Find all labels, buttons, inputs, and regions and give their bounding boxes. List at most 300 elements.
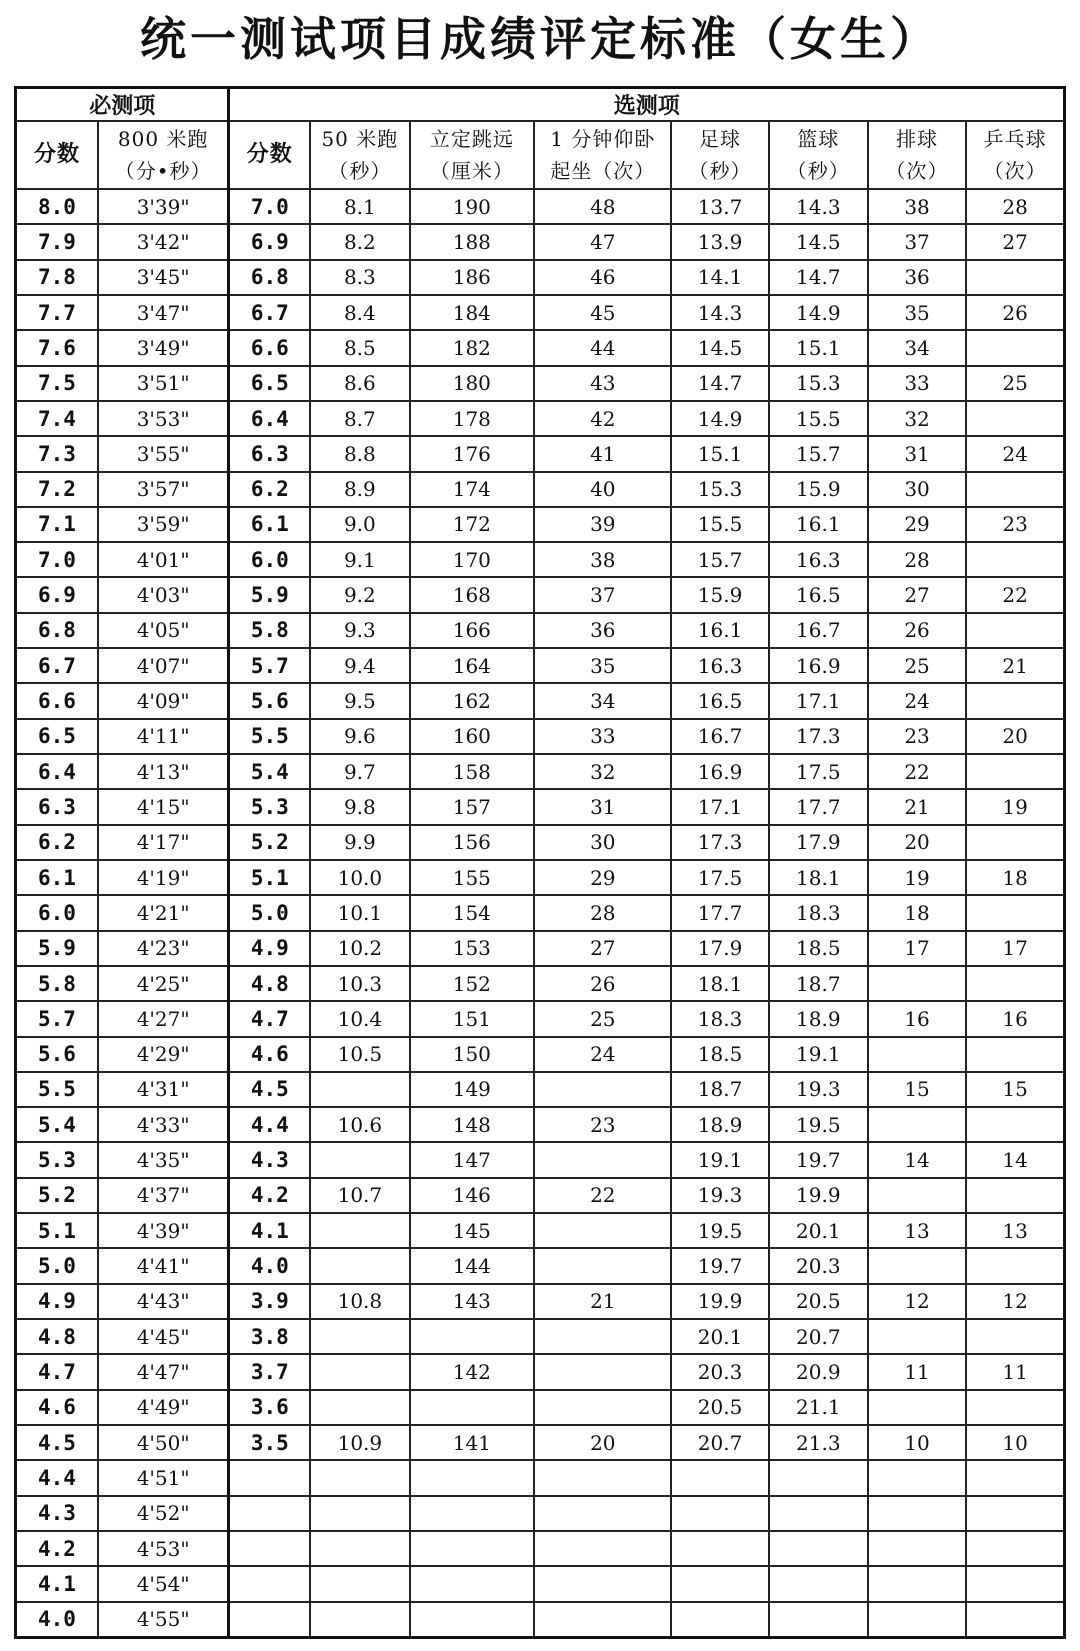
cell-sit-ups-1min: 30: [534, 825, 671, 860]
cell-score-optional: 3.8: [229, 1319, 310, 1354]
cell-run-50m: 10.1: [310, 895, 409, 930]
cell-score-required: 6.4: [16, 754, 98, 789]
cell-run-800m: 4'19": [98, 860, 229, 895]
cell-run-800m: 4'11": [98, 719, 229, 754]
cell-run-800m: 4'03": [98, 577, 229, 612]
cell-run-800m: 3'53": [98, 401, 229, 436]
cell-table-tennis: 27: [966, 224, 1064, 259]
cell-basketball: [769, 1602, 868, 1638]
cell-standing-long-jump: 155: [410, 860, 535, 895]
cell-football: 14.7: [671, 366, 768, 401]
cell-basketball: 18.1: [769, 860, 868, 895]
cell-football: [671, 1602, 768, 1638]
cell-basketball: 16.1: [769, 507, 868, 542]
cell-run-800m: 4'07": [98, 648, 229, 683]
cell-table-tennis: [966, 1390, 1064, 1425]
cell-run-800m: 4'09": [98, 683, 229, 718]
cell-basketball: 17.5: [769, 754, 868, 789]
cell-standing-long-jump: 176: [410, 436, 535, 471]
cell-run-50m: [310, 1460, 409, 1495]
cell-basketball: 16.5: [769, 577, 868, 612]
cell-sit-ups-1min: [534, 1531, 671, 1566]
cell-volleyball: 13: [868, 1213, 966, 1248]
cell-football: 19.7: [671, 1248, 768, 1283]
cell-football: 14.1: [671, 260, 768, 295]
cell-football: 13.9: [671, 224, 768, 259]
cell-football: 20.1: [671, 1319, 768, 1354]
cell-sit-ups-1min: [534, 1248, 671, 1283]
cell-standing-long-jump: 153: [410, 931, 535, 966]
cell-run-800m: 4'41": [98, 1248, 229, 1283]
header-score-optional: [229, 121, 310, 189]
cell-sit-ups-1min: 26: [534, 966, 671, 1001]
cell-table-tennis: 14: [966, 1142, 1064, 1177]
cell-run-50m: [310, 1354, 409, 1389]
cell-football: 20.7: [671, 1425, 768, 1460]
cell-run-800m: 4'53": [98, 1531, 229, 1566]
cell-run-800m: 3'47": [98, 295, 229, 330]
cell-standing-long-jump: 146: [410, 1178, 535, 1213]
header-volleyball: [868, 121, 966, 189]
cell-football: 15.7: [671, 542, 768, 577]
cell-score-required: 5.0: [16, 1248, 98, 1283]
cell-score-required: 5.7: [16, 1001, 98, 1036]
table-row: [16, 1425, 1065, 1460]
cell-table-tennis: [966, 1107, 1064, 1142]
cell-score-required: 7.5: [16, 366, 98, 401]
cell-table-tennis: 19: [966, 789, 1064, 824]
cell-standing-long-jump: 148: [410, 1107, 535, 1142]
cell-table-tennis: [966, 754, 1064, 789]
cell-table-tennis: [966, 825, 1064, 860]
cell-run-800m: 4'23": [98, 931, 229, 966]
cell-run-50m: [310, 1319, 409, 1354]
header-line: 起坐（次）: [550, 159, 656, 183]
cell-basketball: 15.7: [769, 436, 868, 471]
cell-sit-ups-1min: 40: [534, 472, 671, 507]
cell-score-required: 8.0: [16, 189, 98, 224]
cell-score-required: 7.8: [16, 260, 98, 295]
table-body: [16, 189, 1065, 1638]
table-row: [16, 931, 1065, 966]
cell-sit-ups-1min: 47: [534, 224, 671, 259]
cell-table-tennis: 10: [966, 1425, 1064, 1460]
cell-volleyball: 23: [868, 719, 966, 754]
cell-standing-long-jump: 151: [410, 1001, 535, 1036]
cell-basketball: 17.9: [769, 825, 868, 860]
header-line: 立定跳远: [429, 127, 514, 151]
cell-table-tennis: 16: [966, 1001, 1064, 1036]
cell-score-optional: [229, 1460, 310, 1495]
cell-football: 13.7: [671, 189, 768, 224]
cell-standing-long-jump: 166: [410, 613, 535, 648]
cell-sit-ups-1min: 43: [534, 366, 671, 401]
cell-table-tennis: [966, 260, 1064, 295]
header-standing-long-jump: [410, 121, 535, 189]
cell-standing-long-jump: 174: [410, 472, 535, 507]
cell-sit-ups-1min: 33: [534, 719, 671, 754]
cell-football: 18.9: [671, 1107, 768, 1142]
cell-volleyball: [868, 1037, 966, 1072]
header-line: （厘米）: [429, 159, 514, 183]
cell-table-tennis: [966, 1602, 1064, 1638]
cell-score-optional: 5.1: [229, 860, 310, 895]
cell-football: [671, 1496, 768, 1531]
cell-run-50m: 10.3: [310, 966, 409, 1001]
cell-football: 18.3: [671, 1001, 768, 1036]
group-header-row: [16, 88, 1065, 122]
cell-run-800m: 4'15": [98, 789, 229, 824]
table-row: [16, 1460, 1065, 1495]
cell-standing-long-jump: 190: [410, 189, 535, 224]
cell-sit-ups-1min: 21: [534, 1284, 671, 1319]
cell-sit-ups-1min: 41: [534, 436, 671, 471]
table-row: [16, 1178, 1065, 1213]
cell-score-optional: 4.7: [229, 1001, 310, 1036]
cell-volleyball: [868, 1107, 966, 1142]
cell-run-800m: 4'27": [98, 1001, 229, 1036]
cell-sit-ups-1min: 32: [534, 754, 671, 789]
cell-football: 17.9: [671, 931, 768, 966]
cell-run-50m: 8.1: [310, 189, 409, 224]
table-row: [16, 1213, 1065, 1248]
cell-score-optional: 3.6: [229, 1390, 310, 1425]
cell-sit-ups-1min: [534, 1213, 671, 1248]
cell-football: 16.7: [671, 719, 768, 754]
cell-table-tennis: [966, 1248, 1064, 1283]
cell-sit-ups-1min: [534, 1354, 671, 1389]
header-line: 50 米跑: [321, 127, 399, 151]
cell-football: 18.7: [671, 1072, 768, 1107]
cell-football: 16.3: [671, 648, 768, 683]
cell-football: 14.3: [671, 295, 768, 330]
cell-basketball: 19.3: [769, 1072, 868, 1107]
cell-standing-long-jump: 142: [410, 1354, 535, 1389]
cell-run-50m: 10.7: [310, 1178, 409, 1213]
cell-table-tennis: [966, 1319, 1064, 1354]
cell-basketball: 15.9: [769, 472, 868, 507]
cell-score-required: 4.1: [16, 1566, 98, 1601]
cell-basketball: 16.3: [769, 542, 868, 577]
table-row: [16, 1037, 1065, 1072]
cell-basketball: 21.1: [769, 1390, 868, 1425]
cell-run-50m: 9.6: [310, 719, 409, 754]
cell-score-required: 6.7: [16, 648, 98, 683]
page-title: 统一测试项目成绩评定标准（女生）: [140, 12, 940, 66]
cell-score-optional: 3.9: [229, 1284, 310, 1319]
cell-sit-ups-1min: 25: [534, 1001, 671, 1036]
table-row: [16, 1142, 1065, 1177]
cell-run-50m: [310, 1602, 409, 1638]
cell-basketball: 18.7: [769, 966, 868, 1001]
cell-football: 18.5: [671, 1037, 768, 1072]
cell-standing-long-jump: 154: [410, 895, 535, 930]
cell-basketball: 18.5: [769, 931, 868, 966]
cell-table-tennis: 20: [966, 719, 1064, 754]
header-line: 分数: [33, 142, 80, 167]
cell-score-optional: 6.5: [229, 366, 310, 401]
cell-sit-ups-1min: 37: [534, 577, 671, 612]
cell-volleyball: 29: [868, 507, 966, 542]
cell-run-800m: 3'57": [98, 472, 229, 507]
table-row: [16, 1107, 1065, 1142]
cell-standing-long-jump: 141: [410, 1425, 535, 1460]
cell-score-required: 7.0: [16, 542, 98, 577]
cell-score-required: 7.4: [16, 401, 98, 436]
cell-score-optional: [229, 1602, 310, 1638]
table-row: [16, 224, 1065, 259]
cell-volleyball: [868, 1390, 966, 1425]
table-row: [16, 648, 1065, 683]
cell-basketball: 20.9: [769, 1354, 868, 1389]
cell-score-optional: 5.4: [229, 754, 310, 789]
cell-volleyball: [868, 1319, 966, 1354]
cell-score-optional: 5.5: [229, 719, 310, 754]
cell-run-50m: [310, 1213, 409, 1248]
cell-table-tennis: 13: [966, 1213, 1064, 1248]
cell-run-50m: 10.5: [310, 1037, 409, 1072]
cell-score-optional: 5.7: [229, 648, 310, 683]
cell-sit-ups-1min: 36: [534, 613, 671, 648]
cell-run-800m: 3'42": [98, 224, 229, 259]
table-row: [16, 1602, 1065, 1638]
table-row: [16, 825, 1065, 860]
cell-table-tennis: [966, 542, 1064, 577]
cell-standing-long-jump: 143: [410, 1284, 535, 1319]
table-row: [16, 507, 1065, 542]
cell-score-optional: 5.2: [229, 825, 310, 860]
cell-standing-long-jump: 158: [410, 754, 535, 789]
cell-standing-long-jump: [410, 1460, 535, 1495]
cell-run-800m: 3'49": [98, 330, 229, 365]
cell-sit-ups-1min: 38: [534, 542, 671, 577]
cell-run-800m: 3'55": [98, 436, 229, 471]
cell-football: 16.5: [671, 683, 768, 718]
cell-score-required: 7.7: [16, 295, 98, 330]
table-row: [16, 754, 1065, 789]
cell-volleyball: 36: [868, 260, 966, 295]
cell-run-50m: 9.3: [310, 613, 409, 648]
cell-standing-long-jump: [410, 1566, 535, 1601]
cell-run-50m: 9.2: [310, 577, 409, 612]
cell-volleyball: 34: [868, 330, 966, 365]
cell-table-tennis: [966, 1460, 1064, 1495]
cell-run-800m: 4'25": [98, 966, 229, 1001]
cell-basketball: 17.3: [769, 719, 868, 754]
cell-basketball: [769, 1460, 868, 1495]
cell-basketball: 14.9: [769, 295, 868, 330]
cell-run-50m: 9.9: [310, 825, 409, 860]
cell-football: 19.1: [671, 1142, 768, 1177]
cell-sit-ups-1min: 24: [534, 1037, 671, 1072]
optional-items-header: 选测项: [229, 88, 1065, 122]
cell-standing-long-jump: 144: [410, 1248, 535, 1283]
cell-score-required: 5.4: [16, 1107, 98, 1142]
cell-volleyball: 10: [868, 1425, 966, 1460]
cell-run-50m: 10.2: [310, 931, 409, 966]
table-row: [16, 613, 1065, 648]
cell-volleyball: 31: [868, 436, 966, 471]
cell-score-optional: 6.9: [229, 224, 310, 259]
cell-sit-ups-1min: 45: [534, 295, 671, 330]
cell-table-tennis: [966, 472, 1064, 507]
cell-sit-ups-1min: 34: [534, 683, 671, 718]
cell-basketball: 19.5: [769, 1107, 868, 1142]
cell-run-50m: 8.2: [310, 224, 409, 259]
cell-football: 20.3: [671, 1354, 768, 1389]
cell-run-800m: 3'59": [98, 507, 229, 542]
header-line: （分•秒）: [114, 159, 212, 183]
table-row: [16, 542, 1065, 577]
cell-score-optional: 3.7: [229, 1354, 310, 1389]
header-line: 1 分钟仰卧: [550, 127, 656, 151]
cell-basketball: 20.3: [769, 1248, 868, 1283]
cell-score-required: 4.0: [16, 1602, 98, 1638]
cell-table-tennis: 23: [966, 507, 1064, 542]
header-line: 篮球: [797, 127, 840, 151]
cell-basketball: [769, 1531, 868, 1566]
cell-sit-ups-1min: [534, 1142, 671, 1177]
cell-football: 16.1: [671, 613, 768, 648]
cell-score-optional: 6.3: [229, 436, 310, 471]
cell-basketball: 15.5: [769, 401, 868, 436]
cell-score-required: 6.5: [16, 719, 98, 754]
cell-score-optional: 3.5: [229, 1425, 310, 1460]
cell-sit-ups-1min: [534, 1566, 671, 1601]
cell-score-required: 5.3: [16, 1142, 98, 1177]
cell-basketball: 16.7: [769, 613, 868, 648]
cell-score-required: 4.3: [16, 1496, 98, 1531]
cell-football: 19.9: [671, 1284, 768, 1319]
cell-football: 17.7: [671, 895, 768, 930]
cell-run-50m: 9.7: [310, 754, 409, 789]
cell-score-required: 7.3: [16, 436, 98, 471]
cell-sit-ups-1min: [534, 1319, 671, 1354]
cell-football: 15.5: [671, 507, 768, 542]
cell-standing-long-jump: 180: [410, 366, 535, 401]
cell-score-required: 4.9: [16, 1284, 98, 1319]
cell-basketball: 17.1: [769, 683, 868, 718]
cell-basketball: 14.7: [769, 260, 868, 295]
cell-score-required: 5.6: [16, 1037, 98, 1072]
cell-basketball: [769, 1566, 868, 1601]
cell-standing-long-jump: 150: [410, 1037, 535, 1072]
cell-table-tennis: [966, 1566, 1064, 1601]
table-row: [16, 1284, 1065, 1319]
cell-volleyball: 18: [868, 895, 966, 930]
cell-run-50m: [310, 1142, 409, 1177]
cell-run-50m: 9.1: [310, 542, 409, 577]
cell-sit-ups-1min: [534, 1072, 671, 1107]
cell-score-required: 6.8: [16, 613, 98, 648]
header-line: （秒）: [688, 159, 752, 183]
table-row: [16, 295, 1065, 330]
cell-run-800m: 3'45": [98, 260, 229, 295]
cell-standing-long-jump: [410, 1531, 535, 1566]
cell-standing-long-jump: 170: [410, 542, 535, 577]
cell-volleyball: 22: [868, 754, 966, 789]
cell-sit-ups-1min: 22: [534, 1178, 671, 1213]
cell-standing-long-jump: 178: [410, 401, 535, 436]
cell-score-required: 4.6: [16, 1390, 98, 1425]
score-standard-table: [14, 86, 1066, 1639]
table-row: [16, 330, 1065, 365]
cell-score-required: 7.9: [16, 224, 98, 259]
cell-standing-long-jump: [410, 1319, 535, 1354]
cell-score-optional: 4.9: [229, 931, 310, 966]
cell-run-50m: [310, 1072, 409, 1107]
cell-score-optional: 7.0: [229, 189, 310, 224]
cell-score-required: 5.9: [16, 931, 98, 966]
cell-run-50m: 10.8: [310, 1284, 409, 1319]
cell-run-50m: 10.0: [310, 860, 409, 895]
table-row: [16, 1319, 1065, 1354]
header-sit-ups-1min: [534, 121, 671, 189]
cell-sit-ups-1min: 23: [534, 1107, 671, 1142]
cell-run-800m: 4'45": [98, 1319, 229, 1354]
cell-volleyball: [868, 1178, 966, 1213]
cell-score-optional: 4.3: [229, 1142, 310, 1177]
cell-standing-long-jump: [410, 1602, 535, 1638]
cell-run-800m: 4'49": [98, 1390, 229, 1425]
cell-run-800m: 4'29": [98, 1037, 229, 1072]
cell-table-tennis: [966, 330, 1064, 365]
cell-volleyball: 12: [868, 1284, 966, 1319]
table-row: [16, 789, 1065, 824]
cell-table-tennis: 25: [966, 366, 1064, 401]
cell-table-tennis: [966, 895, 1064, 930]
cell-table-tennis: 22: [966, 577, 1064, 612]
cell-run-800m: 3'39": [98, 189, 229, 224]
cell-volleyball: [868, 1496, 966, 1531]
cell-basketball: 20.7: [769, 1319, 868, 1354]
cell-volleyball: 20: [868, 825, 966, 860]
cell-score-required: 5.5: [16, 1072, 98, 1107]
cell-basketball: 19.7: [769, 1142, 868, 1177]
cell-score-optional: 6.2: [229, 472, 310, 507]
cell-volleyball: 38: [868, 189, 966, 224]
cell-run-800m: 4'05": [98, 613, 229, 648]
header-line: 乒乓球: [983, 127, 1047, 151]
cell-standing-long-jump: 156: [410, 825, 535, 860]
cell-run-50m: [310, 1566, 409, 1601]
cell-basketball: 18.3: [769, 895, 868, 930]
cell-run-50m: 10.4: [310, 1001, 409, 1036]
cell-standing-long-jump: 186: [410, 260, 535, 295]
cell-table-tennis: 24: [966, 436, 1064, 471]
cell-score-required: 4.4: [16, 1460, 98, 1495]
cell-standing-long-jump: 184: [410, 295, 535, 330]
table-row: [16, 577, 1065, 612]
cell-sit-ups-1min: 35: [534, 648, 671, 683]
cell-score-required: 4.7: [16, 1354, 98, 1389]
cell-table-tennis: 26: [966, 295, 1064, 330]
cell-score-optional: 6.0: [229, 542, 310, 577]
cell-basketball: 14.5: [769, 224, 868, 259]
cell-run-800m: 4'33": [98, 1107, 229, 1142]
cell-run-50m: 9.0: [310, 507, 409, 542]
cell-run-800m: 4'54": [98, 1566, 229, 1601]
cell-volleyball: 28: [868, 542, 966, 577]
cell-football: 15.1: [671, 436, 768, 471]
cell-sit-ups-1min: [534, 1496, 671, 1531]
cell-score-optional: 5.3: [229, 789, 310, 824]
header-run-800m: [98, 121, 229, 189]
cell-run-50m: 10.9: [310, 1425, 409, 1460]
cell-score-optional: 5.6: [229, 683, 310, 718]
cell-score-required: 6.6: [16, 683, 98, 718]
cell-volleyball: 19: [868, 860, 966, 895]
